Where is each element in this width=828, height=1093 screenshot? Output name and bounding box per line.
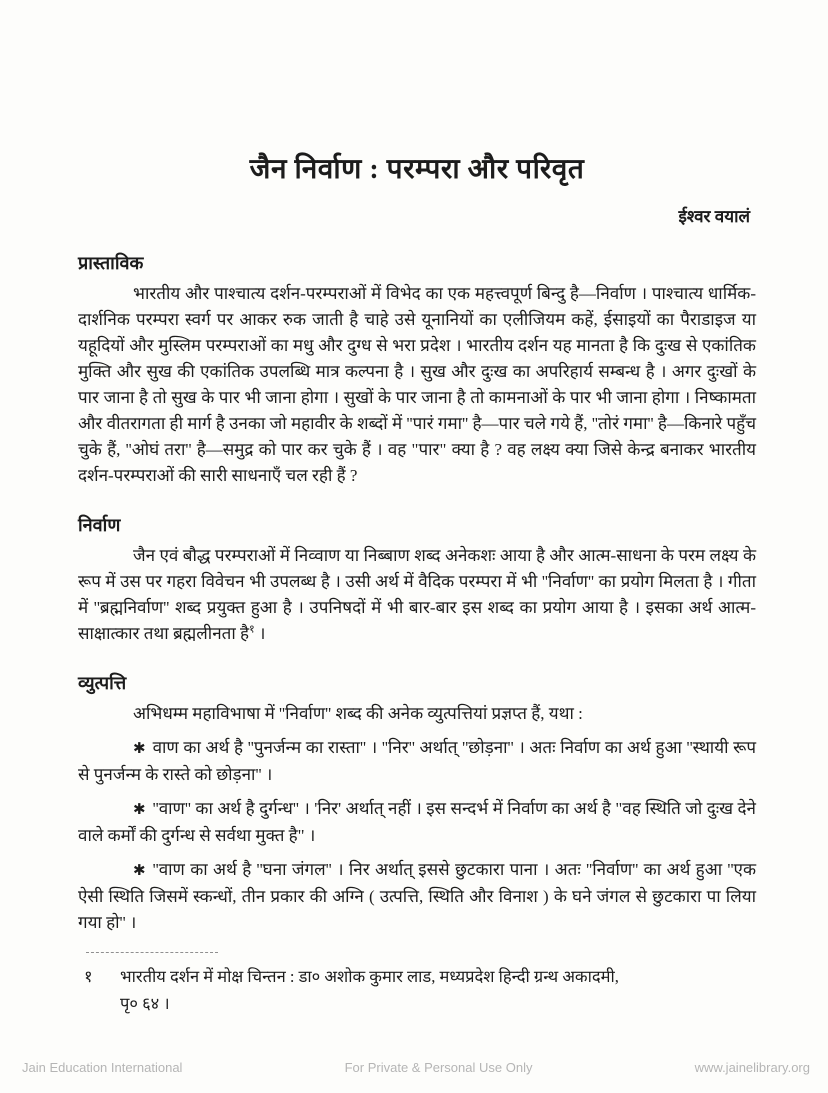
paragraph-text: । (254, 624, 266, 643)
footnote (78, 963, 756, 1017)
footnote-reference: १ (249, 623, 255, 636)
footnote-line: भारतीय दर्शन में मोक्ष चिन्तन : डा० अशोक कुमार लाड, मध्यप्रदेश हिन्दी ग्रन्थ अकादमी, (120, 967, 619, 986)
bullet-item (78, 857, 756, 936)
bullet-item (78, 735, 756, 788)
section-heading: निर्वाण (78, 515, 121, 535)
page-footer (22, 1060, 810, 1075)
bullet-star-icon: ✱ (133, 741, 146, 757)
section-prastavik (78, 251, 756, 489)
bullet-text: ''वाण'' का अर्थ है दुर्गन्ध'' । 'निर' अर्थात् नहीं । इस सन्दर्भ में निर्वाण का अर्थ है "वह स्थिति जो दुःख देने वाले कर्मों की दुर्गन्ध से सर्वथा मुक्त है" । (78, 799, 756, 845)
footnote-text (120, 963, 756, 1017)
bullet-text: वाण का अर्थ है ''पुनर्जन्म का रास्ता'' । ''निर'' अर्थात् ''छोड़ना'' । अतः निर्वाण का अर्थ हुआ ''स्थायी रूप से पुनर्जन्म के रास्ते को छोड़ना'' । (78, 738, 756, 784)
paragraph (78, 543, 756, 647)
footer-left-text: Jain Education International (22, 1060, 183, 1075)
page-title: जैन निर्वाण : परम्परा और परिवृत (249, 154, 585, 185)
paragraph-text: जैन एवं बौद्ध परम्पराओं में निव्वाण या निब्बाण शब्द अनेकशः आया है और आत्म-साधना के परम लक्ष्य के रूप में उस पर गहरा विवेचन भी उपलब्ध है । उसी अर्थ में वैदिक परम्परा में भी ''निर्वाण'' का प्रयोग मिलता है । गीता में ''ब्रह्मनिर्वाण'' शब्द प्रयुक्त हुआ है । उपनिषदों में भी बार-बार इस शब्द का प्रयोग आया है । इसका अर्थ आत्म-साक्षात्कार तथा ब्रह्मलीनता है (78, 546, 756, 643)
bullet-item (78, 796, 756, 849)
bullet-star-icon: ✱ (133, 802, 146, 818)
section-heading: व्युत्पत्ति (78, 673, 127, 693)
bullet-star-icon: ✱ (133, 863, 146, 879)
section-heading: प्रास्ताविक (78, 253, 144, 273)
footnote-line: पृ० ६४ । (120, 994, 170, 1013)
section-nirvana (78, 513, 756, 647)
document-content (78, 150, 756, 1017)
footer-right-text: www.jainelibrary.org (694, 1060, 810, 1075)
footer-center-text: For Private & Personal Use Only (344, 1060, 533, 1075)
author-name: ईश्वर वयालं (678, 207, 750, 226)
paragraph: अभिधम्म महाविभाषा में ''निर्वाण'' शब्द की अनेक व्युत्पत्तियां प्रज्ञप्त हैं, यथा : (133, 704, 583, 723)
footnote-marker: १ (84, 967, 93, 986)
section-vyutpatti (78, 671, 756, 936)
bullet-text: ''वाण का अर्थ है ''घना जंगल'' । निर अर्थात् इससे छुटकारा पाना । अतः ''निर्वाण'' का अर्थ हुआ ''एक ऐसी स्थिति जिसमें स्कन्धों, तीन प्रकार की अग्नि ( उत्पत्ति, स्थिति और विनाश ) के घने जंगल से छुटकारा पा लिया गया हो'' । (78, 860, 756, 932)
footnote-separator (86, 952, 218, 953)
paragraph: भारतीय और पाश्चात्य दर्शन-परम्पराओं में विभेद का एक महत्त्वपूर्ण बिन्दु है—निर्वाण । पाश्चात्य धार्मिक-दार्शनिक परम्परा स्वर्ग पर आकर रुक जाती है चाहे उसे यूनानियों का एलीजियम कहें, ईसाइयों का पैराडाइज या यहूदियों और मुस्लिम परम्पराओं का मधु और दुग्ध से भरा प्रदेश । भारतीय दर्शन यह मानता है कि दुःख से एकांतिक मुक्ति और सुख की एकांतिक उपलब्धि मात्र कल्पना है । सुख और दुःख का अपरिहार्य सम्बन्ध है । अगर दुःखों के पार जाना है तो सुख के पार भी जाना होगा । सुखों के पार जाना है तो कामनाओं के पार भी जाना होगा । निष्कामता और वीतरागता ही मार्ग है उनका जो महावीर के शब्दों में ''पारं गमा'' है—पार चले गये हैं, ''तोरं गमा'' है—किनारे पहुँच चुके हैं, ''ओघं तरा'' है—समुद्र को पार कर चुके हैं । वह "पार" क्या है ? वह लक्ष्य क्या जिसे केन्द्र बनाकर भारतीय दर्शन-परम्पराओं की सारी साधनाएँ चल रही हैं ? (78, 284, 756, 485)
